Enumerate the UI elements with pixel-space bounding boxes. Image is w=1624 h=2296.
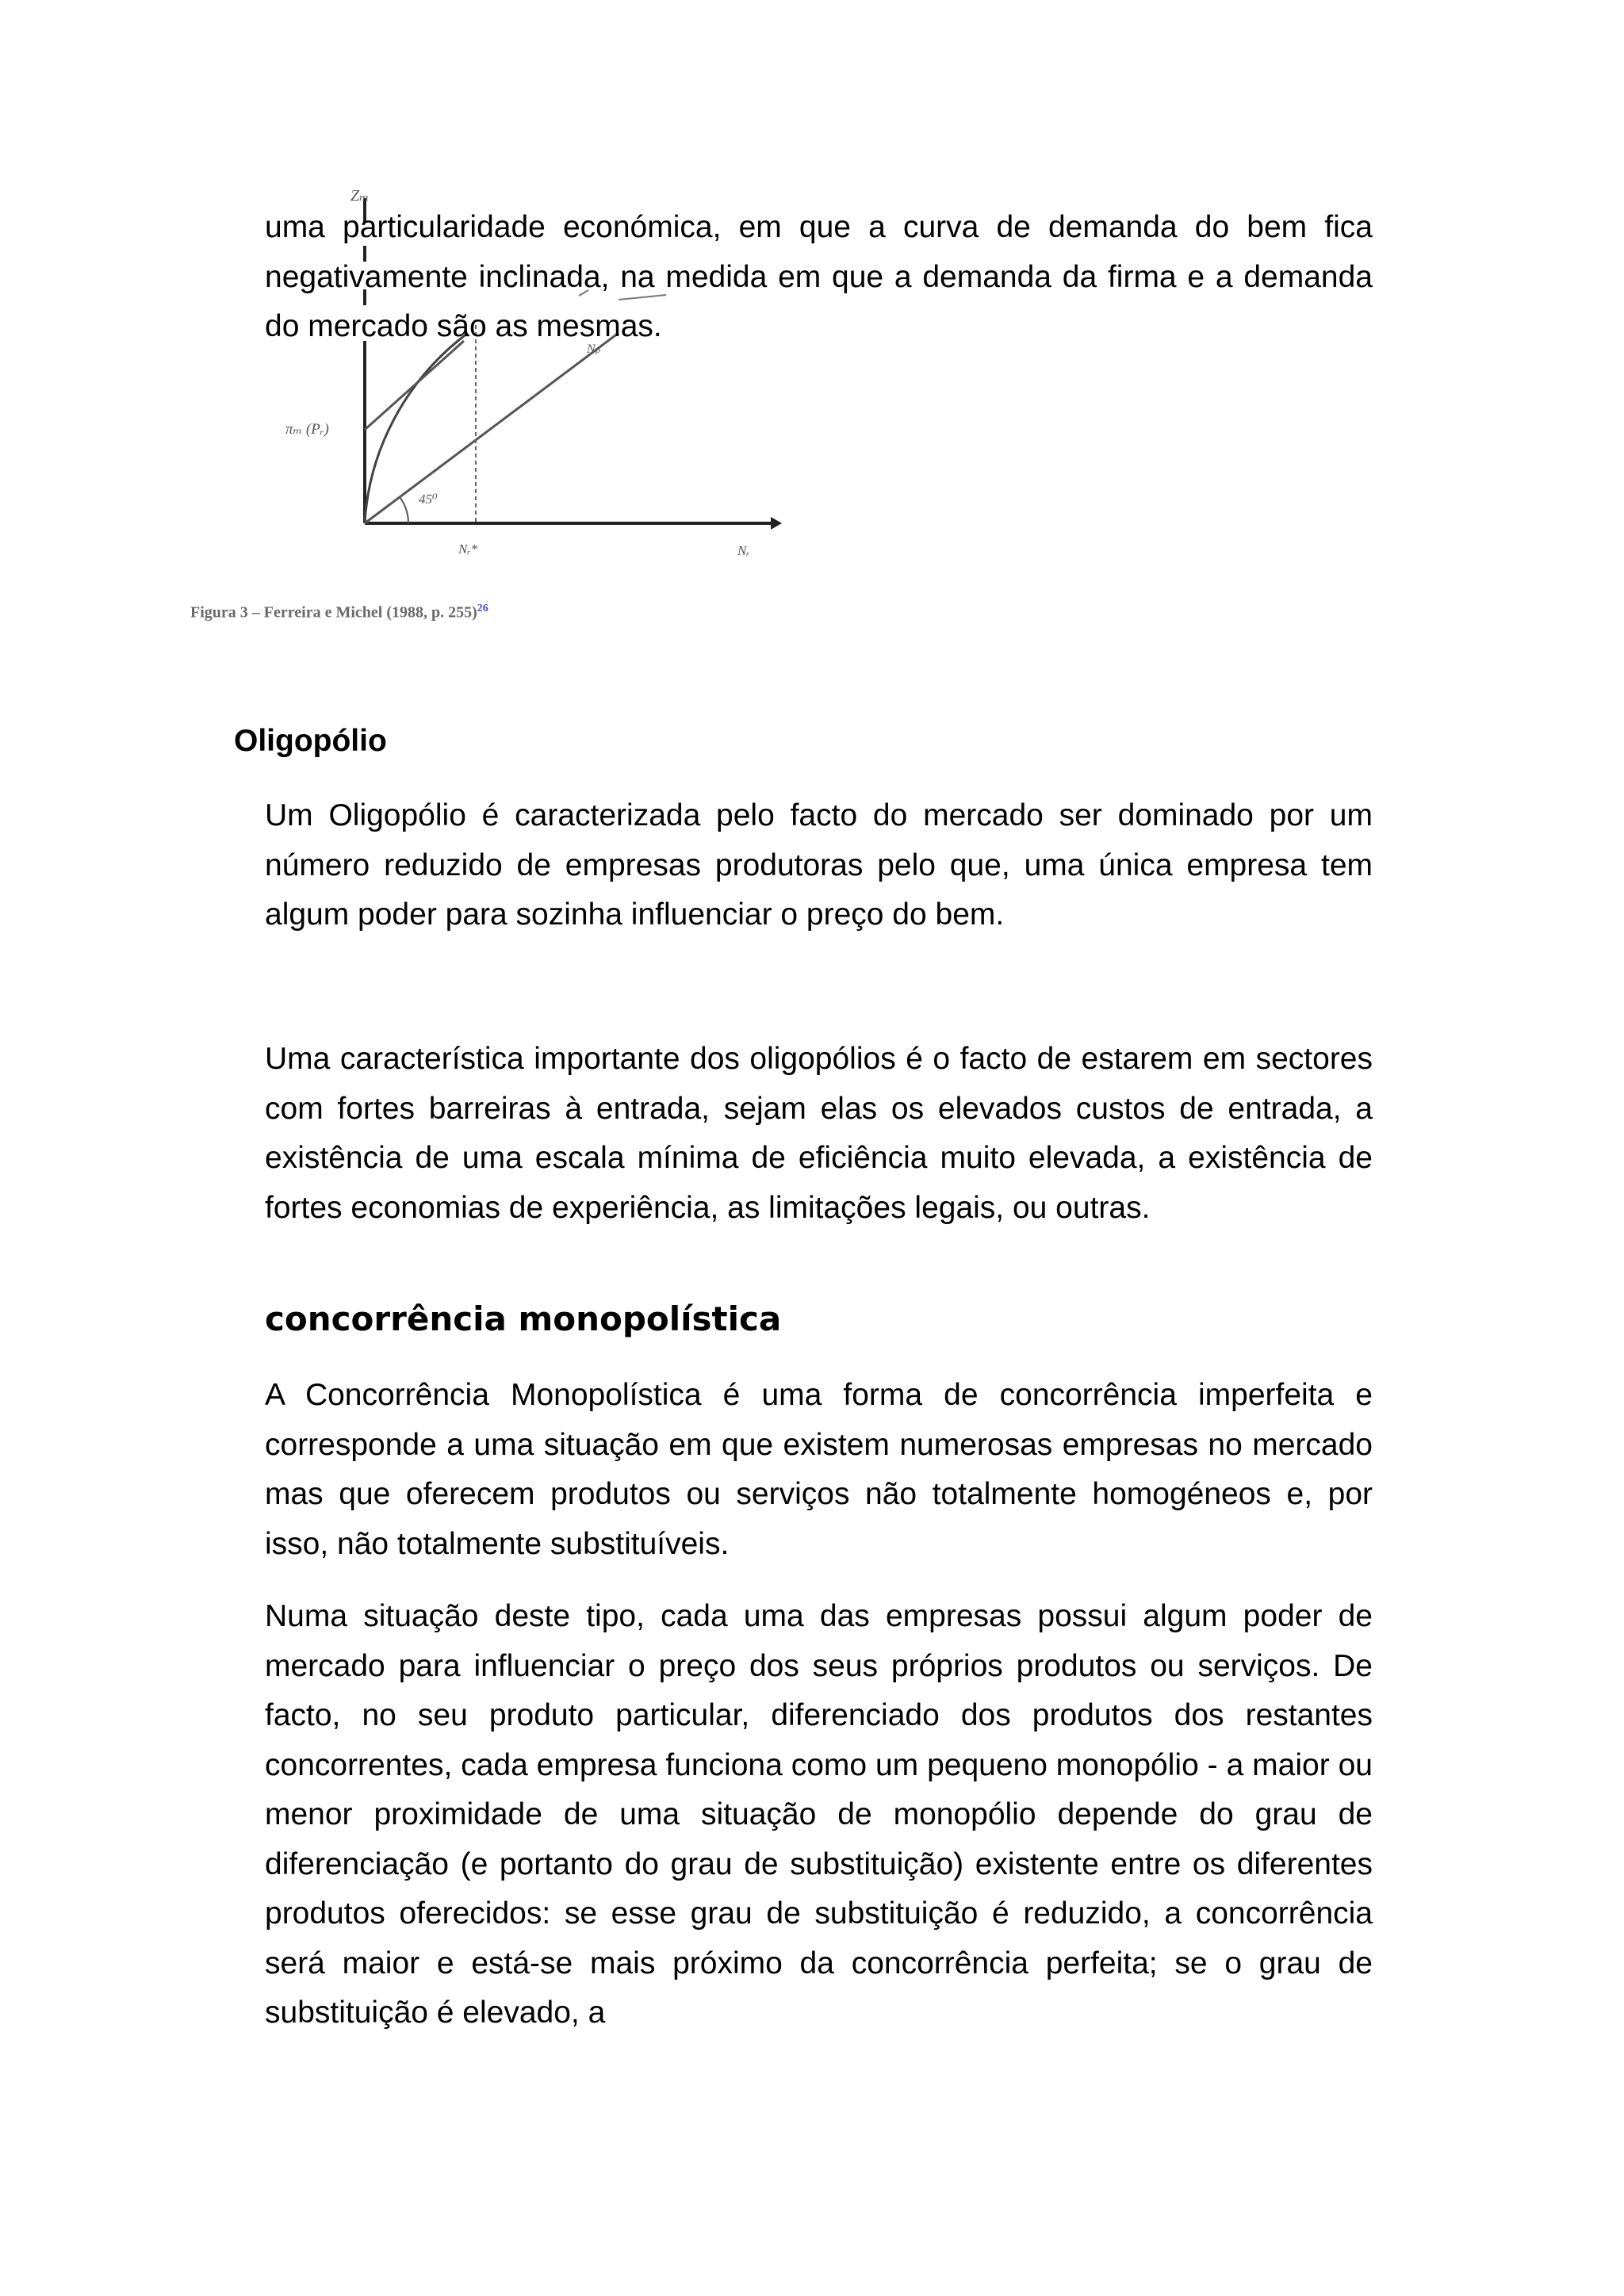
label-np-top: Nₚ xyxy=(587,342,601,356)
figure-caption-footnote-ref[interactable]: 26 xyxy=(477,603,488,614)
intercept-line xyxy=(365,341,464,430)
x-axis-arrow xyxy=(771,517,782,530)
figure-caption xyxy=(190,599,488,623)
label-n-axis: Nᵣ xyxy=(737,543,750,558)
concave-curve xyxy=(365,333,468,523)
heading-concorrencia-monopolistica: concorrência monopolística xyxy=(265,1299,782,1338)
label-z-top: Zₘ xyxy=(350,190,370,205)
angle-arc xyxy=(400,497,408,523)
label-n-star: Nᵣ* xyxy=(458,541,478,557)
heading-oligopolio: Oligopólio xyxy=(234,724,387,758)
oligopolio-paragraph-2: Uma característica importante dos oligopólios é o facto de estarem em sectores com fortes barreiras à entrada, sejam elas os elevados custos de entrada, a existência de uma escala mínima de eficiência muito elevada, a existência de fortes economias de experiência, as limitações legais, ou outras. xyxy=(265,1042,1373,1225)
label-angle: 45⁰ xyxy=(419,492,438,507)
intro-paragraph: uma particularidade económica, em que a curva de demanda do bem fica negativamente inclinada, na medida em que a demanda da firma e a demanda do mercado são as mesmas. xyxy=(265,210,1373,343)
concorrencia-paragraph-2: Numa situação deste tipo, cada uma das empresas possui algum poder de mercado para influenciar o preço dos seus próprios produtos ou serviços. De facto, no seu produto particular, diferenciado dos produtos dos restantes concorrentes, cada empresa funciona como um pequeno monopólio - a maior ou menor proximidade de uma situação de monopólio depende do grau de diferenciação (e portanto do grau de substituição) existente entre os diferentes produtos oferecidos: se esse grau de substituição é reduzido, a concorrência será maior e está-se mais próximo da concorrência perfeita; se o grau de substituição é elevado, a xyxy=(265,1599,1373,2030)
label-pi: πₘ (Pᵣ) xyxy=(285,421,329,438)
line-45-degree xyxy=(365,333,619,523)
concorrencia-paragraph-1: A Concorrência Monopolística é uma forma de concorrência imperfeita e corresponde a uma situação em que existem numerosas empresas no mercado mas que oferecem produtos ou serviços não totalmente homogéneos e, por isso, não totalmente substituíveis. xyxy=(265,1378,1373,1561)
figure-caption-text: Figura 3 – Ferreira e Michel (1988, p. 255) xyxy=(190,603,477,622)
oligopolio-paragraph-1: Um Oligopólio é caracterizada pelo facto do mercado ser dominado por um número reduzido de empresas produtoras pelo que, uma única empresa tem algum poder para sozinha influenciar o preço do bem. xyxy=(265,798,1373,932)
